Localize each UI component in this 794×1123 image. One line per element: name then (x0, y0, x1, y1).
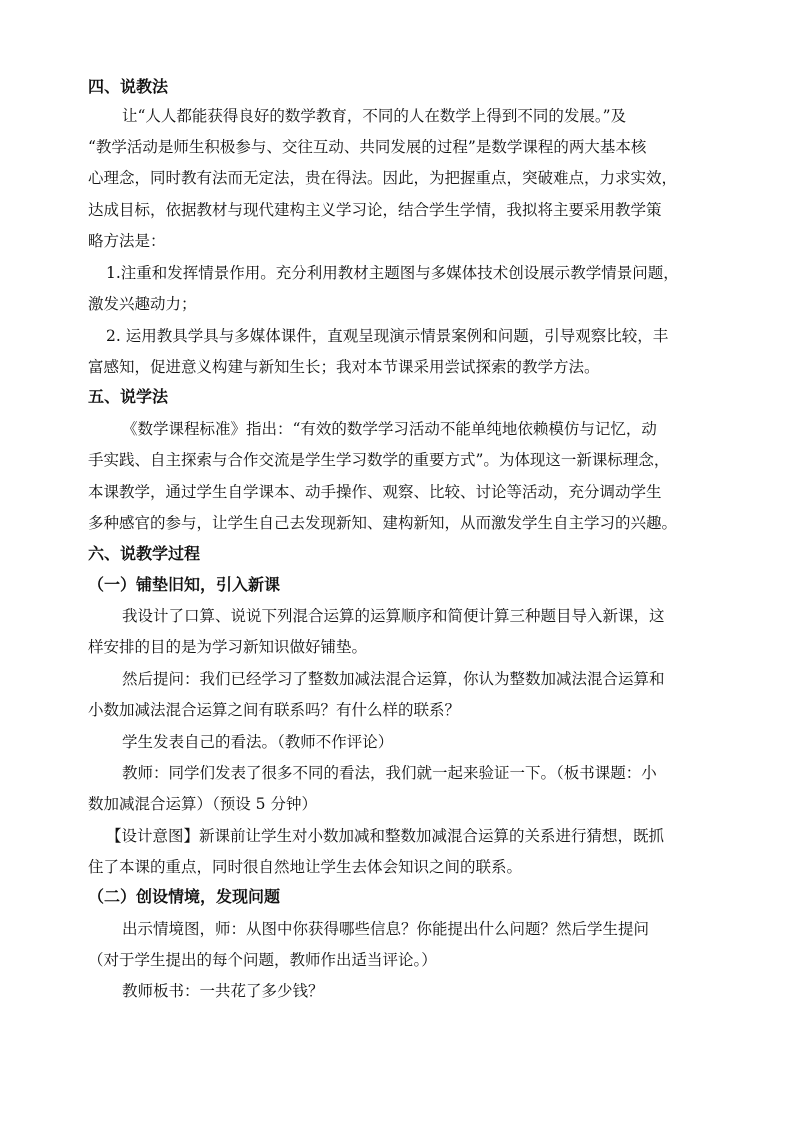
paragraph-line: 然后提问：我们已经学习了整数加减法混合运算，你认为整数加减法混合运算和 (122, 670, 665, 688)
subsection-heading: （一）铺垫旧知，引入新课 (88, 575, 281, 594)
section-heading-teaching-method: 四、说教法 (88, 77, 169, 96)
paragraph-line: 心理念，同时教有法而无定法，贵在得法。因此，为把握重点，突破难点，力求实效， (88, 169, 678, 187)
paragraph-line: “教学活动是师生积极参与、交往互动、共同发展的过程”是数学课程的两大基本核 (88, 138, 647, 156)
paragraph-line: 本课教学，通过学生自学课本、动手操作、观察、比较、讨论等活动，充分调动学生 (88, 483, 662, 501)
paragraph-line: 让“人人都能获得良好的数学教育，不同的人在数学上得到不同的发展。”及 (122, 107, 627, 125)
design-intent-line: 住了本课的重点，同时很自然地让学生去体会知识之间的联系。 (88, 858, 523, 876)
paragraph-line: 出示情境图，师：从图中你获得哪些信息？你能提出什么问题？然后学生提问 (122, 920, 650, 938)
section-heading-learning-method: 五、说学法 (88, 387, 169, 406)
list-item-line: 1.注重和发挥情景作用。充分利用教材主题图与多媒体技术创设展示教学情景问题， (106, 264, 679, 282)
list-item-line: 富感知，促进意义构建与新知生长；我对本节课采用尝试探索的教学方法。 (88, 358, 600, 376)
paragraph-line: 《数学课程标准》指出：“有效的数学学习活动不能单纯地依赖模仿与记忆，动 (122, 420, 657, 438)
paragraph-line: （对于学生提出的每个问题，教师作出适当评论。） (88, 951, 437, 969)
paragraph-line: 多种感官的参与，让学生自己去发现新知、建构新知，从而激发学生自主学习的兴趣。 (88, 514, 678, 532)
paragraph-line: 我设计了口算、说说下列混合运算的运算顺序和简便计算三种题目导入新课，这 (122, 607, 665, 625)
paragraph-line: 手实践、自主探索与合作交流是学生学习数学的重要方式”。为体现这一新课标理念， (88, 451, 670, 469)
paragraph-line: 小数加减法混合运算之间有联系吗？有什么样的联系？ (88, 701, 461, 719)
paragraph-line: 学生发表自己的看法。（教师不作评论） (122, 733, 394, 751)
section-heading-teaching-process: 六、说教学过程 (88, 544, 201, 563)
paragraph-line: 数加减混合运算）（预设 5 分钟） (88, 795, 317, 813)
list-item-line: 激发兴趣动力； (88, 295, 197, 313)
list-item-line: 2. 运用教具学具与多媒体课件，直观呈现演示情景案例和问题，引导观察比较，丰 (106, 327, 669, 345)
paragraph-line: 样安排的目的是为学习新知识做好铺垫。 (88, 638, 368, 656)
paragraph-line: 略方法是： (88, 232, 166, 250)
paragraph-line: 教师：同学们发表了很多不同的看法，我们就一起来验证一下。（板书课题：小 (122, 764, 657, 782)
paragraph-line: 教师板书：一共花了多少钱？ (122, 982, 324, 1000)
subsection-heading: （二）创设情境，发现问题 (88, 887, 281, 906)
paragraph-line: 达成目标，依据教材与现代建构主义学习论，结合学生学情，我拟将主要采用教学策 (88, 201, 662, 219)
design-intent-line: 【设计意图】新课前让学生对小数加减和整数加减混合运算的关系进行猜想，既抓 (106, 827, 665, 845)
